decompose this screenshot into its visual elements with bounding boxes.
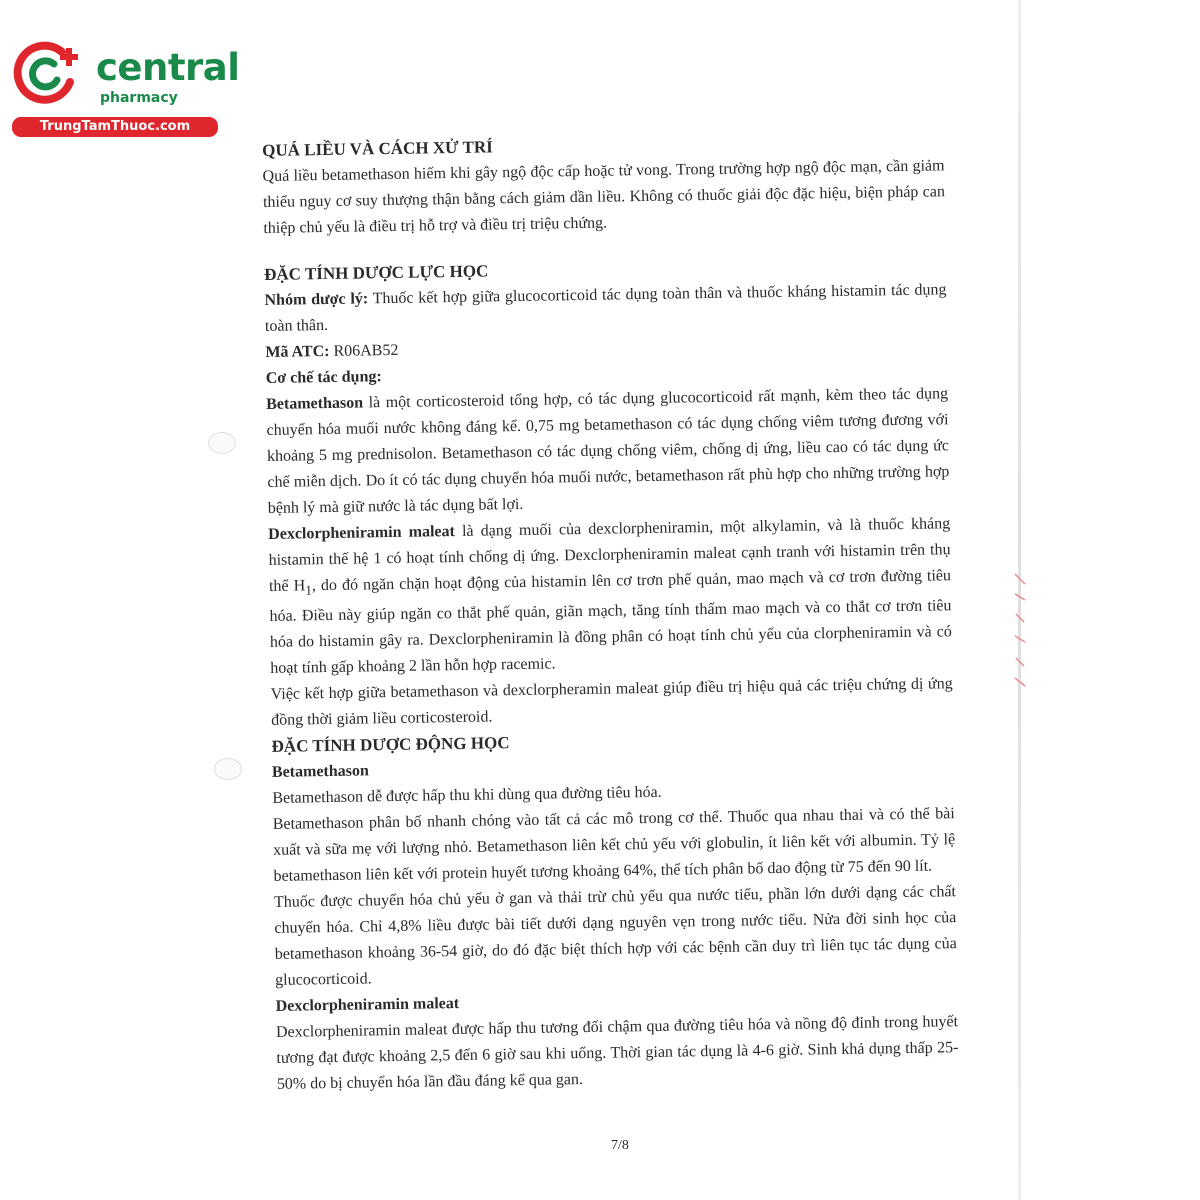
betamethason-distribution-paragraph: Betamethason phân bố nhanh chóng vào tất cả các mô trong cơ thể. Thuốc qua nhau thai và có thể bài xuất và sữa mẹ với lượng nhỏ. Betamethason liên kết chủ yếu với globulin, ít liên kết với albumin. Tỷ lệ betamethason liên kết với protein huyết tương khoảng 64%, thể tích phân bố dao động từ 75 đến 90 lít.	[272, 805, 956, 886]
h1-subscript: 1	[305, 582, 313, 598]
atc-code-value: R06AB52	[329, 341, 399, 360]
dexclorpheniramin-text-part2: , do đó ngăn chặn hoạt động của histamin lên cơ trơn phế quản, mao mạch và cơ trơn đường tiêu hóa. Điều này giúp ngăn co thắt phế quản, giãn mạch, tăng tính thấm mao mạch và co thắt cơ trơn tiêu hóa do histamin gây ra. Dexclorpheniramin là đồng phân có hoạt tính chủ yếu của clorpheniramin và có hoạt tính gấp khoảng 2 lần hỗn hợp racemic.	[269, 567, 952, 678]
page-number: 7/8	[611, 1138, 629, 1153]
dexclorpheniramin-mechanism-paragraph	[268, 511, 952, 682]
punch-hole	[208, 432, 236, 454]
document-body	[262, 127, 959, 1098]
red-stamp-mark	[1013, 570, 1027, 690]
betamethason-metabolism-paragraph: Thuốc được chuyển hóa chủ yếu ở gan và thải trừ chủ yếu qua nước tiểu, phần lớn dưới dạng các chất chuyển hóa. Chỉ 4,8% liều được bài tiết dưới dạng nguyên vẹn trong nước tiểu. Nửa đời sinh học của betamethason khoảng 36-54 giờ, do đó đặc biệt thích hợp với các bệnh cần duy trì liên tục tác dụng của glucocorticoid.	[273, 883, 957, 990]
dexclorpheniramin-text-part1: là dạng muối của dexclorpheniramin, một alkylamin, và là thuốc kháng histamin thế hệ 1 có hoạt tính chống dị ứng. Dexclorpheniramin maleat cạnh tranh với histamin trên thụ thể H	[268, 515, 951, 595]
pharmacokinetics-heading: ĐẶC TÍNH DƯỢC ĐỘNG HỌC	[271, 733, 510, 757]
betamethason-mechanism-text: là một corticosteroid tổng hợp, có tác dụng glucocorticoid rất mạnh, kèm theo tác dụng chuyển hóa muối nước không đáng kể. 0,75 mg betamethason có tác dụng chống viêm tương đương với khoảng 5 mg prednisolon. Betamethason có tác dụng chống viêm, chống dị ứng, liều cao có tác dụng ức chế miễn dịch. Do ít có tác dụng chuyển hóa muối nước, betamethason rất phù hợp cho những trường hợp bệnh lý mà giữ nước là tác dụng bất lợi.	[266, 385, 950, 517]
logo-website-link[interactable]: TrungTamThuoc.com	[12, 117, 218, 137]
betamethason-absorption-paragraph: Betamethason dễ được hấp thu khi dùng qua đường tiêu hóa.	[272, 783, 662, 808]
pharmacodynamics-heading: ĐẶC TÍNH DƯỢC LỰC HỌC	[263, 261, 489, 284]
betamethason-pk-heading: Betamethason	[271, 762, 369, 782]
overdose-heading: QUÁ LIỀU VÀ CÁCH XỬ TRÍ	[262, 137, 493, 160]
betamethason-mechanism-paragraph	[266, 381, 950, 522]
betamethason-label: Betamethason	[266, 394, 364, 413]
pharmacologic-group-text: Thuốc kết hợp giữa glucocorticoid tác dụng toàn thân và thuốc kháng histamin tác dụng toàn thân.	[264, 281, 947, 335]
combination-paragraph: Việc kết hợp giữa betamethason và dexclorpheramin maleat giúp điều trị hiệu quả các triệu chứng dị ứng đồng thời giảm liều corticosteroid.	[270, 675, 953, 730]
overdose-paragraph: Quá liều betamethason hiếm khi gây ngộ độc cấp hoặc tử vong. Trong trường hợp ngộ độc mạn, cần giảm thiểu nguy cơ suy thượng thận bằng cách giảm dần liều. Không có thuốc giải độc đặc hiệu, biện pháp can thiệp chủ yếu là điều trị hỗ trợ và điều trị triệu chứng.	[262, 157, 946, 237]
punch-hole	[214, 758, 242, 780]
atc-code-label: Mã ATC:	[265, 342, 330, 361]
mechanism-label: Cơ chế tác dụng:	[265, 368, 382, 387]
logo-tagline: pharmacy	[100, 90, 178, 106]
dexclorpheniramin-label: Dexclorpheniramin maleat	[268, 523, 456, 543]
dexclorpheniramin-pk-paragraph: Dexclorpheniramin maleat được hấp thu tương đối chậm qua đường tiêu hóa và nồng độ đỉnh trong huyết tương đạt được khoảng 2,5 đến 6 giờ sau khi uống. Thời gian tác dụng là 4-6 giờ. Sinh khả dụng thấp 25-50% do bị chuyển hóa lần đầu đáng kể qua gan.	[275, 1013, 959, 1094]
central-logo-icon	[10, 38, 84, 108]
dexclorpheniramin-pk-heading: Dexclorpheniramin maleat	[275, 995, 460, 1016]
logo-wordmark: central	[96, 46, 240, 89]
central-pharmacy-logo[interactable]	[10, 38, 240, 138]
pharmacologic-group-label: Nhóm dược lý:	[264, 290, 369, 309]
